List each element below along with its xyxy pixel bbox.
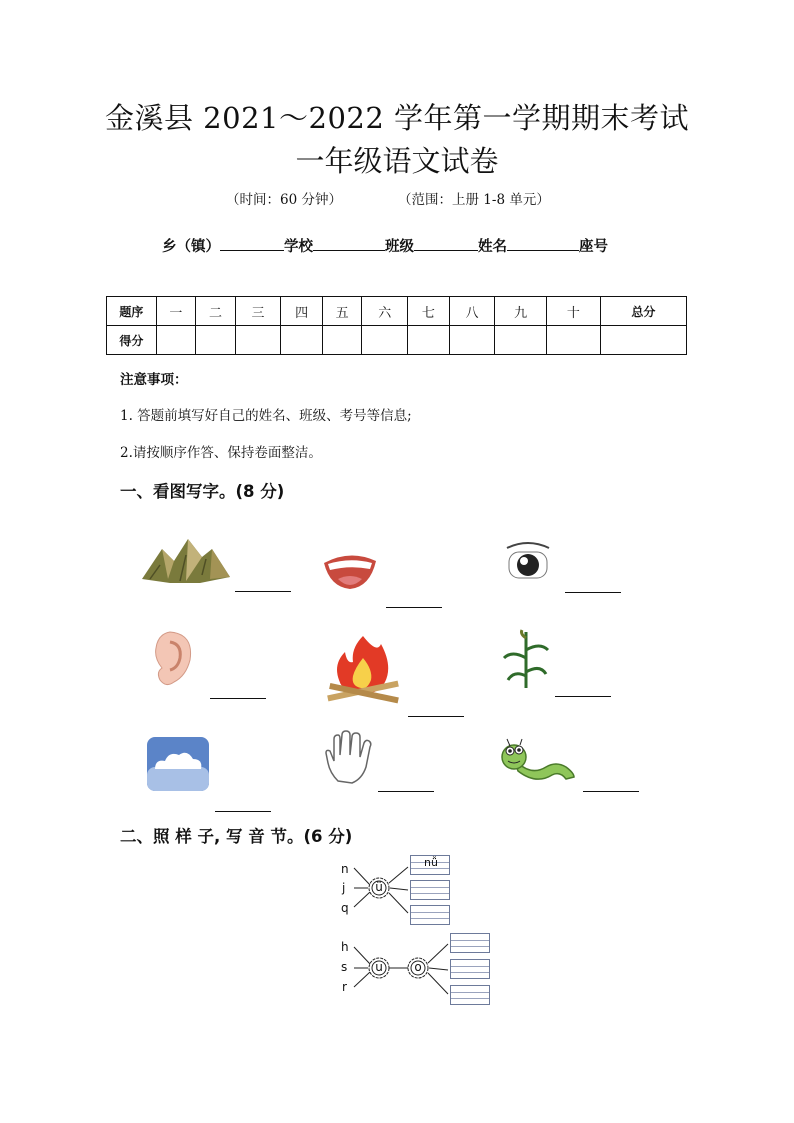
score-cell[interactable] — [449, 326, 495, 355]
pinyin-box-example — [410, 855, 450, 875]
score-cell[interactable] — [235, 326, 281, 355]
township-label: 乡（镇） — [162, 239, 220, 255]
col-7: 七 — [408, 297, 450, 326]
col-1: 一 — [156, 297, 196, 326]
notes-title: 注意事项： — [120, 372, 188, 388]
vowel-o: o — [414, 960, 422, 974]
score-cell[interactable] — [495, 326, 547, 355]
school-blank[interactable] — [313, 235, 385, 251]
hand-icon — [322, 729, 376, 785]
question-order-label: 题序 — [107, 297, 157, 326]
score-table-header-row — [107, 297, 687, 326]
col-5: 五 — [322, 297, 362, 326]
initial-j: j — [342, 881, 346, 895]
pinyin-box[interactable] — [450, 933, 490, 953]
col-6: 六 — [362, 297, 408, 326]
pinyin-box[interactable] — [450, 959, 490, 979]
answer-line-ear[interactable] — [210, 698, 266, 699]
col-2: 二 — [196, 297, 236, 326]
score-cell[interactable] — [156, 326, 196, 355]
answer-line-mouth[interactable] — [386, 607, 442, 608]
cloud-icon — [147, 737, 209, 791]
class-blank[interactable] — [414, 235, 478, 251]
score-cell[interactable] — [408, 326, 450, 355]
col-9: 九 — [495, 297, 547, 326]
pinyin-box[interactable] — [450, 985, 490, 1005]
initial-r: r — [342, 980, 347, 994]
initial-s: s — [341, 960, 348, 974]
initial-n: n — [341, 862, 349, 876]
exam-title: 金溪县 2021～2022 学年第一学期期末考试 — [104, 101, 690, 135]
col-10: 十 — [546, 297, 600, 326]
answer-line-corn[interactable] — [555, 696, 611, 697]
score-cell[interactable] — [362, 326, 408, 355]
initial-q: q — [341, 901, 349, 915]
vowel-u: u — [375, 960, 383, 974]
fire-icon — [323, 632, 403, 704]
answer-line-mountain[interactable] — [235, 591, 291, 592]
pinyin-box[interactable] — [410, 905, 450, 925]
total-label: 总分 — [600, 297, 686, 326]
answer-line-hand[interactable] — [378, 791, 434, 792]
answer-line-worm[interactable] — [583, 791, 639, 792]
name-label: 姓名 — [478, 239, 507, 255]
school-label: 学校 — [284, 239, 313, 255]
answer-line-fire[interactable] — [408, 716, 464, 717]
score-label: 得分 — [107, 326, 157, 355]
name-blank[interactable] — [507, 235, 579, 251]
mountain-icon — [140, 535, 232, 585]
corn-plant-icon — [500, 628, 552, 690]
mouth-icon — [320, 545, 380, 593]
score-table — [106, 296, 687, 355]
answer-line-eye[interactable] — [565, 592, 621, 593]
initial-h: h — [341, 940, 349, 954]
class-label: 班级 — [385, 239, 414, 255]
seat-label: 座号 — [579, 239, 608, 255]
score-cell[interactable] — [196, 326, 236, 355]
eye-icon — [503, 538, 553, 584]
note-item-2: 2.请按顺序作答、保持卷面整洁。 — [120, 445, 322, 461]
range-note: （范围：上册 1-8 单元） — [398, 192, 550, 208]
score-cell[interactable] — [546, 326, 600, 355]
worm-icon — [500, 737, 578, 783]
section-2-title: 二、照 样 子, 写 音 节。(6 分) — [120, 827, 353, 846]
ear-icon — [140, 628, 196, 694]
student-info-line — [162, 235, 608, 256]
col-3: 三 — [235, 297, 281, 326]
answer-line-cloud[interactable] — [215, 811, 271, 812]
section-1-title: 一、看图写字。(8 分) — [120, 482, 285, 501]
col-4: 四 — [281, 297, 323, 326]
note-item-1: 1. 答题前填写好自己的姓名、班级、考号等信息; — [120, 408, 412, 424]
score-cell[interactable] — [281, 326, 323, 355]
score-cell[interactable] — [322, 326, 362, 355]
time-note: （时间：60 分钟） — [226, 192, 342, 208]
total-score-cell[interactable] — [600, 326, 686, 355]
township-blank[interactable] — [220, 235, 284, 251]
exam-subtitle: 一年级语文试卷 — [295, 144, 499, 178]
col-8: 八 — [449, 297, 495, 326]
vowel-u-umlaut: ü — [375, 880, 383, 894]
example-syllable: nǚ — [424, 856, 438, 869]
score-table-score-row — [107, 326, 687, 355]
pinyin-box[interactable] — [410, 880, 450, 900]
